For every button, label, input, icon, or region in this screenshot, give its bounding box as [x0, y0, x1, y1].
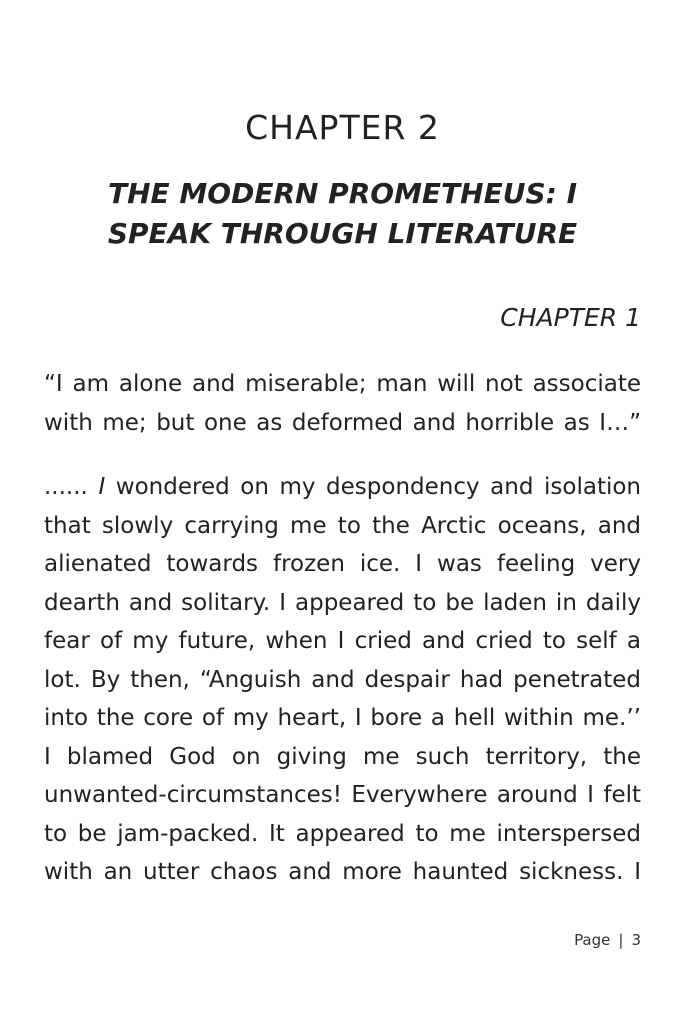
page-label: Page [574, 931, 611, 949]
paragraph-line: with an utter chaos and more haunted sickness. I [44, 859, 641, 885]
sub-chapter-heading: CHAPTER 1 [500, 303, 641, 332]
chapter-title-line: SPEAK THROUGH LITERATURE [107, 217, 578, 250]
paragraph-line: dearth and solitary. I appeared to be laden in daily [44, 589, 641, 616]
paragraph-line: lot. By then, “Anguish and despair had penetrated [44, 666, 641, 693]
ellipsis-prefix: ...... [44, 474, 99, 500]
quote-line: with me; but one as deformed and horrible as I…” [44, 409, 641, 436]
chapter-title-line: THE MODERN PROMETHEUS: I [108, 177, 577, 210]
paragraph-line: fear of my future, when I cried and cried to self a [44, 628, 641, 654]
paragraph-line: unwanted-circumstances! Everywhere around I felt [44, 782, 641, 808]
epigraph-quote [44, 365, 641, 442]
italic-word: I [98, 474, 106, 500]
paragraph-line [44, 468, 641, 507]
paragraph-line: alienated towards frozen ice. I was feeling very [44, 551, 641, 577]
paragraph-line: I blamed God on giving me such territory, the [44, 743, 641, 770]
page-footer [574, 931, 641, 949]
quote-line: “I am alone and miserable; man will not associate [44, 371, 641, 397]
paragraph-line: that slowly carrying me to the Arctic oceans, and [44, 512, 641, 539]
paragraph-line: to be jam-packed. It appeared to me interspersed [44, 820, 641, 847]
page-number: 3 [631, 931, 641, 949]
body-paragraph [44, 468, 641, 892]
page-separator: | [618, 931, 624, 949]
paragraph-line: into the core of my heart, I bore a hell within me.’’ [44, 705, 641, 731]
chapter-title [60, 174, 625, 254]
first-line-rest: wondered on my despondency and isolation [105, 474, 641, 500]
chapter-heading: CHAPTER 2 [245, 108, 440, 147]
